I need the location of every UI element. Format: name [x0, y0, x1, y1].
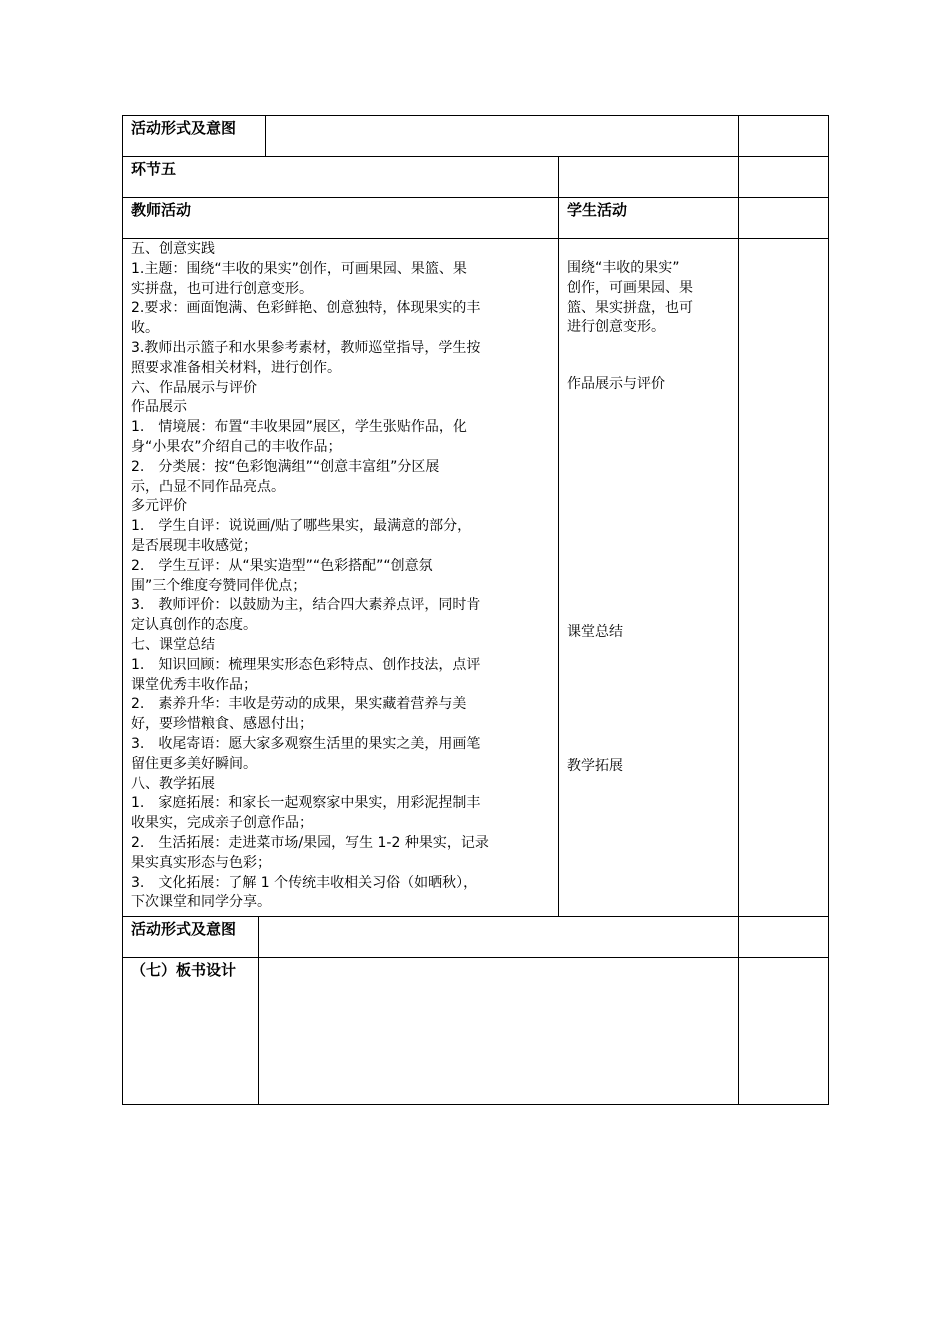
activity-label-1: 活动形式及意图	[131, 119, 237, 137]
student-activity-block-1: 围绕“丰收的果实” 创作，可画果园、果 篮、果实拼盘，也可 进行创意变形。	[567, 260, 693, 336]
teacher-line: 身“小果农”介绍自己的丰收作品；	[131, 438, 342, 455]
board-design-label: （七）板书设计	[131, 961, 237, 979]
teacher-line: 1. 家庭拓展：和家长一起观察家中果实，用彩泥捏制丰	[131, 795, 481, 812]
teacher-line: 好，要珍惜粮食、感恩付出；	[131, 716, 313, 733]
teacher-line: 1. 知识回顾：梳理果实形态色彩特点、创作技法，点评	[131, 656, 481, 673]
teacher-line: 课堂优秀丰收作品；	[131, 676, 257, 693]
student-activity-header: 学生活动	[567, 201, 628, 219]
teacher-activity-header: 教师活动	[131, 201, 192, 219]
teacher-line: 2. 生活拓展：走进菜市场/果园，写生 1-2 种果实，记录	[131, 834, 489, 851]
teacher-activity-text	[131, 240, 551, 913]
section-title: 环节五	[131, 160, 177, 178]
teacher-line: 七、课堂总结	[131, 636, 215, 653]
teacher-line: 八、教学拓展	[131, 775, 215, 792]
activity-label-2: 活动形式及意图	[131, 920, 237, 938]
teacher-line: 3. 教师评价：以鼓励为主，结合四大素养点评，同时肯	[131, 597, 481, 614]
teacher-line: 收。	[131, 320, 159, 337]
teacher-line: 五、创意实践	[131, 241, 215, 257]
student-activity-block-3: 课堂总结	[567, 624, 623, 640]
teacher-line: 下次课堂和同学分享。	[131, 894, 271, 911]
teacher-line: 照要求准备相关材料，进行创作。	[131, 359, 341, 376]
teacher-line: 是否展现丰收感觉；	[131, 537, 257, 554]
teacher-line: 果实真实形态与色彩；	[131, 854, 271, 871]
teacher-line: 1. 情境展：布置“丰收果园”展区，学生张贴作品，化	[131, 419, 467, 436]
teacher-line: 3. 收尾寄语：愿大家多观察生活里的果实之美，用画笔	[131, 735, 481, 752]
table-cell-side-5	[738, 916, 829, 958]
teacher-line: 2.要求：画面饱满、色彩鲜艳、创意独特，体现果实的丰	[131, 300, 481, 317]
student-activity-block-2: 作品展示与评价	[567, 376, 665, 392]
teacher-line: 3. 文化拓展：了解 1 个传统丰收相关习俗（如晒秋），	[131, 874, 478, 891]
table-cell-student-content	[558, 238, 739, 917]
table-cell-activity-content-2	[258, 916, 739, 958]
table-cell-side-6	[738, 957, 829, 1105]
teacher-line: 定认真创作的态度。	[131, 617, 257, 634]
teacher-line: 2. 素养升华：丰收是劳动的成果，果实藏着营养与美	[131, 696, 467, 713]
table-cell-side-1	[738, 115, 829, 157]
teacher-line: 2. 学生互评：从“果实造型”“色彩搭配”“创意氛	[131, 557, 433, 574]
teacher-line: 留住更多美好瞬间。	[131, 755, 257, 772]
teacher-line: 1.主题：围绕“丰收的果实”创作，可画果园、果篮、果	[131, 260, 467, 277]
teacher-line: 作品展示	[131, 399, 187, 416]
table-cell-board-content	[258, 957, 739, 1105]
table-cell-side-4	[738, 238, 829, 917]
teacher-line: 1. 学生自评：说说画/贴了哪些果实，最满意的部分，	[131, 518, 472, 535]
teacher-line: 围”三个维度夸赞同伴优点；	[131, 577, 307, 594]
teacher-line: 3.教师出示篮子和水果参考素材，教师巡堂指导，学生按	[131, 339, 481, 356]
table-cell-activity-content-1	[265, 115, 739, 157]
table-cell-side-2	[738, 156, 829, 198]
table-cell-section-student	[558, 156, 739, 198]
student-activity-block-4: 教学拓展	[567, 758, 623, 774]
teacher-line: 示，凸显不同作品亮点。	[131, 478, 285, 495]
teacher-line: 2. 分类展：按“色彩饱满组”“创意丰富组”分区展	[131, 458, 440, 475]
teacher-line: 收果实，完成亲子创意作品；	[131, 815, 313, 832]
table-cell-side-3	[738, 197, 829, 239]
teacher-line: 实拼盘，也可进行创意变形。	[131, 280, 313, 297]
teacher-line: 多元评价	[131, 498, 187, 515]
table-cell-section-title	[122, 156, 559, 198]
teacher-line: 六、作品展示与评价	[131, 379, 257, 396]
